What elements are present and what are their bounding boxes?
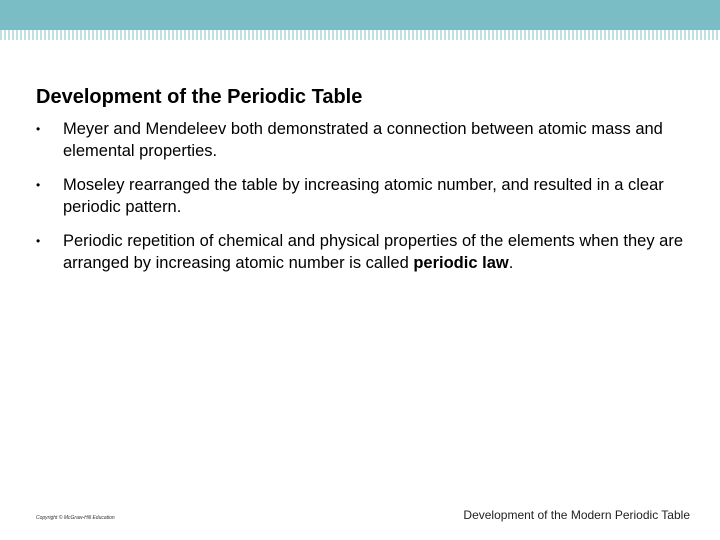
bullet-marker: • (36, 234, 41, 248)
bullet-text: Meyer and Mendeleev both demonstrated a connection between atomic mass and elemental properties. (63, 120, 663, 160)
bullet-item (36, 174, 686, 218)
header-stripe (0, 30, 720, 40)
footer-section-title: Development of the Modern Periodic Table (463, 508, 690, 522)
bullet-text-before: Periodic repetition of chemical and physical properties of the elements when they are arranged by increasing atomic number is called (63, 232, 684, 272)
bullet-item (36, 230, 686, 274)
term-periodic-law: periodic law (413, 254, 509, 272)
bullet-item (36, 118, 686, 162)
header-band (0, 0, 720, 30)
slide-title: Development of the Periodic Table (36, 86, 363, 108)
bullet-text: Moseley rearranged the table by increasing atomic number, and resulted in a clear periodic pattern. (63, 176, 664, 216)
copyright-notice: Copyright © McGraw-Hill Education (36, 515, 115, 521)
bullet-text (63, 232, 683, 272)
bullet-list (36, 118, 686, 286)
bullet-text-after: . (508, 254, 514, 272)
bullet-marker: • (36, 178, 41, 192)
bullet-marker: • (36, 122, 41, 136)
